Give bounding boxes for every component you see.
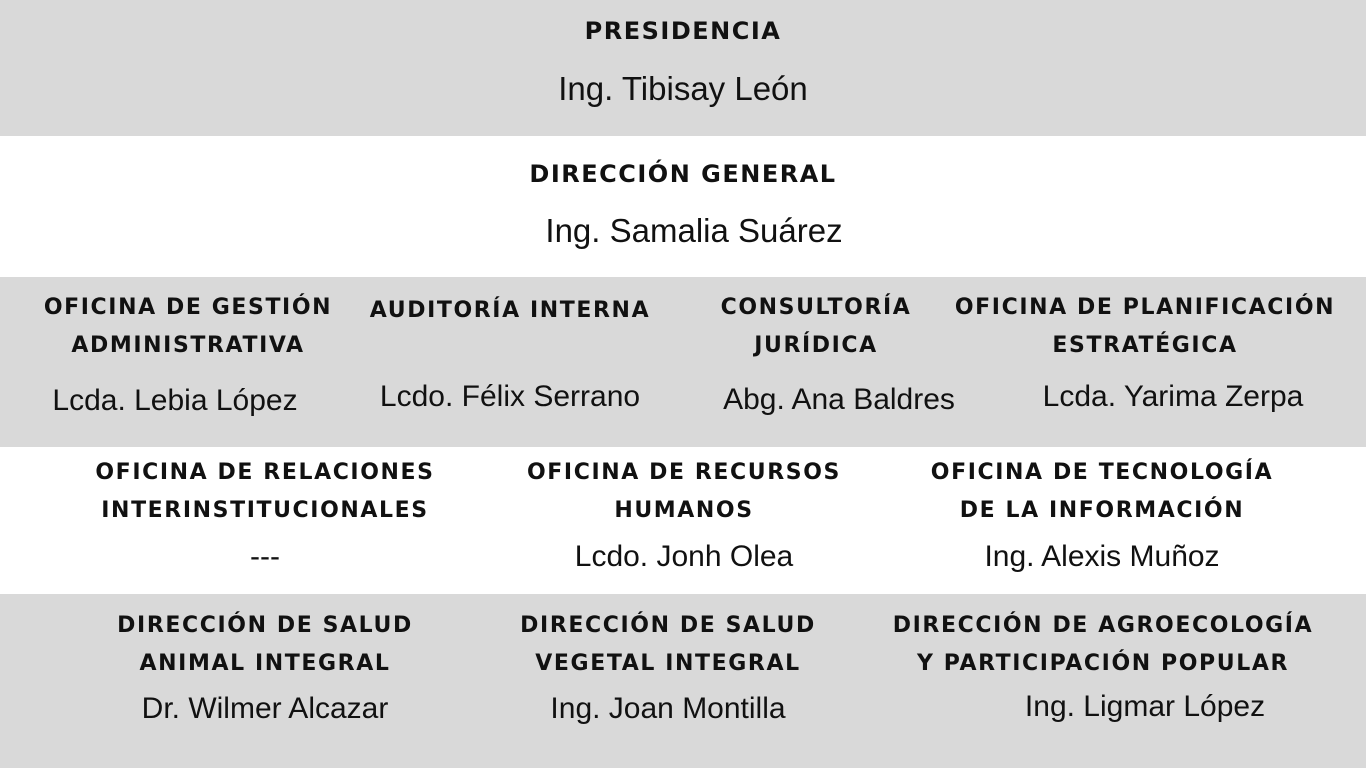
oficinas-apoyo-section — [0, 447, 1366, 594]
consultoria-name: Abg. Ana Baldres — [723, 383, 955, 416]
tecnologia-title-line1: OFICINA DE TECNOLOGÍA — [930, 460, 1274, 485]
direccion-general-name: Ing. Samalia Suárez — [545, 212, 843, 249]
consultoria-title-line1: CONSULTORÍA — [720, 295, 912, 320]
presidencia-name: Ing. Tibisay León — [558, 70, 808, 107]
direcciones-linea-section — [0, 594, 1366, 768]
office-gestion-name: Lcda. Lebia López — [52, 384, 298, 417]
tecnologia-title-line2: DE LA INFORMACIÓN — [959, 498, 1245, 523]
relaciones-name: --- — [250, 540, 280, 573]
agroecologia-title-line1: DIRECCIÓN DE AGROECOLOGÍA — [892, 613, 1314, 638]
consultoria-title-line2: JURÍDICA — [754, 333, 878, 358]
salud-animal-title-line2: ANIMAL INTEGRAL — [139, 651, 391, 676]
relaciones-title-line1: OFICINA DE RELACIONES — [95, 460, 435, 485]
presidencia-section — [0, 0, 1366, 136]
recursos-humanos-name: Lcdo. Jonh Olea — [574, 540, 794, 573]
oficinas-staff-section — [0, 277, 1366, 447]
relaciones-title-line2: INTERINSTITUCIONALES — [101, 498, 429, 523]
salud-vegetal-title-line1: DIRECCIÓN DE SALUD — [520, 613, 816, 638]
tecnologia-name: Ing. Alexis Muñoz — [984, 540, 1220, 573]
office-gestion-title-line2: ADMINISTRATIVA — [71, 333, 305, 358]
salud-vegetal-title-line2: VEGETAL INTEGRAL — [535, 651, 801, 676]
salud-vegetal-name: Ing. Joan Montilla — [550, 692, 786, 725]
recursos-humanos-title-line1: OFICINA DE RECURSOS — [526, 460, 842, 485]
auditoria-title: AUDITORÍA INTERNA — [369, 298, 651, 323]
agroecologia-name: Ing. Ligmar López — [1024, 690, 1266, 723]
planificacion-name: Lcda. Yarima Zerpa — [1042, 380, 1304, 413]
direccion-general-section — [0, 136, 1366, 277]
presidencia-title: PRESIDENCIA — [584, 17, 782, 45]
agroecologia-title-line2: Y PARTICIPACIÓN POPULAR — [916, 651, 1290, 676]
direccion-general-title: DIRECCIÓN GENERAL — [529, 160, 837, 188]
salud-animal-name: Dr. Wilmer Alcazar — [141, 692, 389, 725]
recursos-humanos-title-line2: HUMANOS — [614, 498, 754, 523]
office-gestion-title-line1: OFICINA DE GESTIÓN — [43, 295, 333, 320]
planificacion-title-line2: ESTRATÉGICA — [1052, 333, 1238, 358]
salud-animal-title-line1: DIRECCIÓN DE SALUD — [117, 613, 413, 638]
auditoria-name: Lcdo. Félix Serrano — [379, 380, 641, 413]
planificacion-title-line1: OFICINA DE PLANIFICACIÓN — [954, 295, 1336, 320]
